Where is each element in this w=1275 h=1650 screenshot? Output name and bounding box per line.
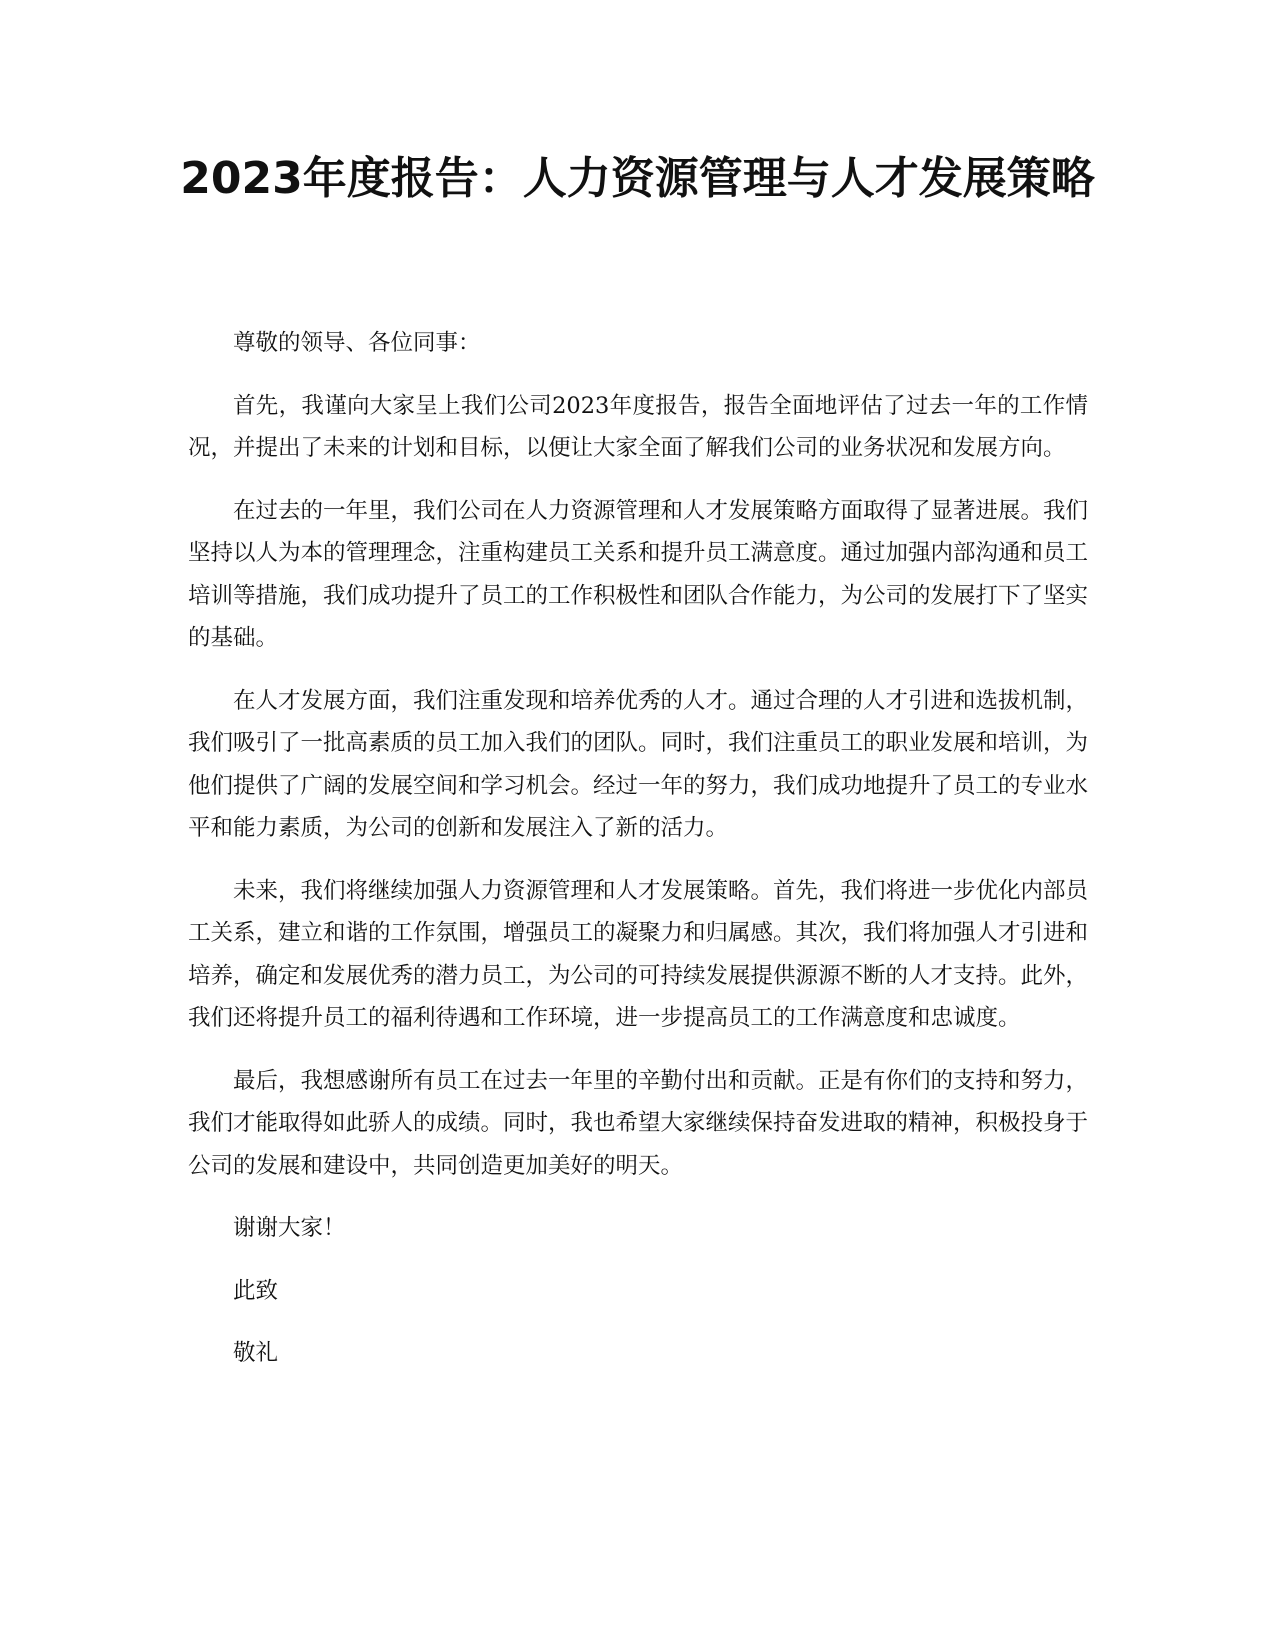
closing-zhici: 此致 bbox=[233, 1277, 279, 1304]
paragraph-thanks: 最后，我想感谢所有员工在过去一年里的辛勤付出和贡献。正是有你们的支持和努力，我们才能取得如此骄人的成绩。同时，我也希望大家继续保持奋发进取的精神，积极投身于公司的发展和建设中，共同创造更加美好的明天。 bbox=[188, 1067, 1089, 1179]
salutation: 尊敬的领导、各位同事： bbox=[233, 330, 481, 356]
document-title: 2023年度报告：人力资源管理与人才发展策略 bbox=[180, 153, 1095, 204]
closing-thanks: 谢谢大家！ bbox=[233, 1215, 346, 1241]
document-body bbox=[188, 322, 1088, 1395]
paragraph-intro: 首先，我谨向大家呈上我们公司2023年度报告，报告全面地评估了过去一年的工作情况，并提出了未来的计划和目标，以便让大家全面了解我们公司的业务状况和发展方向。 bbox=[188, 392, 1088, 461]
paragraph-talent-development: 在人才发展方面，我们注重发现和培养优秀的人才。通过合理的人才引进和选拔机制，我们吸引了一批高素质的员工加入我们的团队。同时，我们注重员工的职业发展和培训，为他们提供了广阔的发展空间和学习机会。经过一年的努力，我们成功地提升了员工的专业水平和能力素质，为公司的创新和发展注入了新的活力。 bbox=[188, 687, 1089, 841]
paragraph-hr-progress: 在过去的一年里，我们公司在人力资源管理和人才发展策略方面取得了显著进展。我们坚持以人为本的管理理念，注重构建员工关系和提升员工满意度。通过加强内部沟通和员工培训等措施，我们成功提升了员工的工作积极性和团队合作能力，为公司的发展打下了坚实的基础。 bbox=[188, 497, 1089, 651]
paragraph-future-plans: 未来，我们将继续加强人力资源管理和人才发展策略。首先，我们将进一步优化内部员工关系，建立和谐的工作氛围，增强员工的凝聚力和归属感。其次，我们将加强人才引进和培养，确定和发展优秀的潜力员工，为公司的可持续发展提供源源不断的人才支持。此外，我们还将提升员工的福利待遇和工作环境，进一步提高员工的工作满意度和忠诚度。 bbox=[188, 877, 1089, 1031]
closing-jingli: 敬礼 bbox=[233, 1340, 279, 1366]
